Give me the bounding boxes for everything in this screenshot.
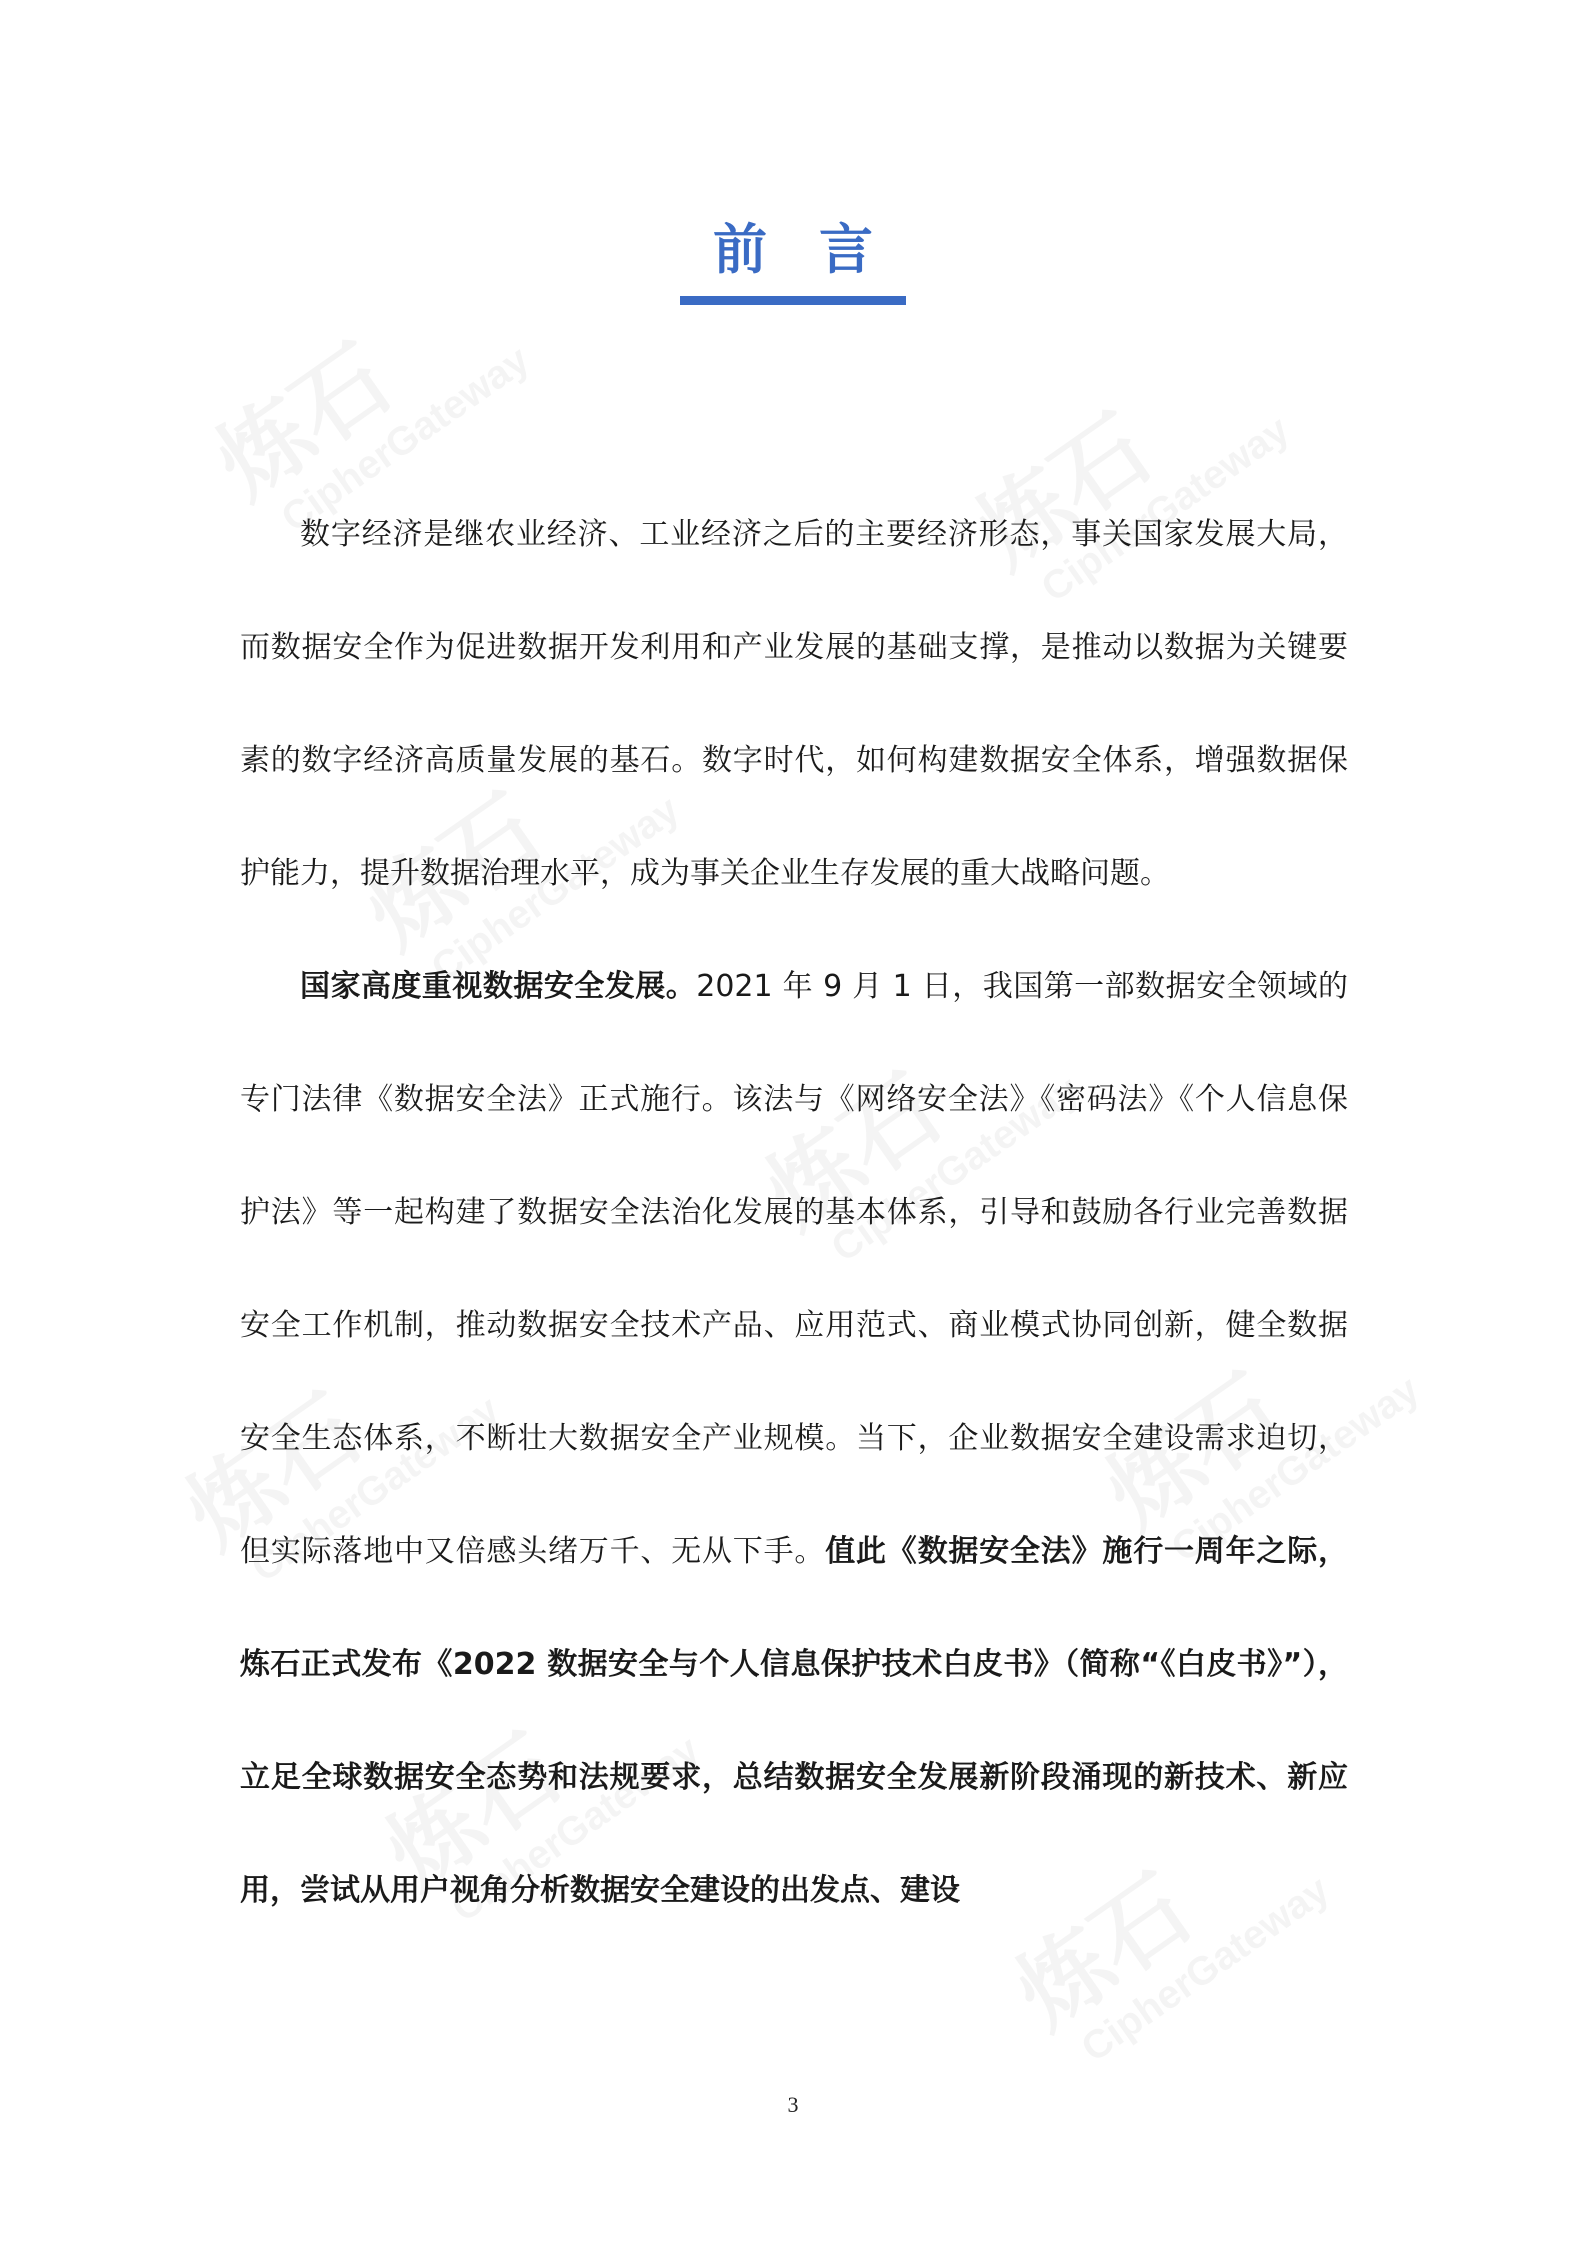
page-number: 3 (787, 2092, 799, 2117)
page-title: 前言 (713, 218, 925, 281)
paragraph-2-bold-tail: 值此《数据安全法》施行一周年之际，炼石正式发布《2022 数据安全与个人信息保护技术白皮书》（简称“《白皮书》”），立足全球数据安全态势和法规要求，总结数据安全发展新阶段涌现的新技术、新应用，尝试从用户视角分析数据安全建设的出发点、建设 (240, 1534, 1349, 1908)
document-body (240, 478, 1348, 1947)
paragraph-2-bold-lead: 国家高度重视数据安全发展。 (300, 969, 697, 1004)
paragraph-2-text: 2021 年 9 月 1 日，我国第一部数据安全领域的专门法律《数据安全法》正式施行。该法与《网络安全法》《密码法》《个人信息保护法》等一起构建了数据安全法治化发展的基本体系，引导和鼓励各行业完善数据安全工作机制，推动数据安全技术产品、应用范式、商业模式协同创新，健全数据安全生态体系，不断壮大数据安全产业规模。当下，企业数据安全建设需求迫切，但实际落地中又倍感头绪万千、无从下手。 (240, 969, 1349, 1569)
paragraph-2 (240, 930, 1348, 1947)
title-underline (680, 296, 906, 305)
paragraph-1: 数字经济是继农业经济、工业经济之后的主要经济形态，事关国家发展大局，而数据安全作为促进数据开发利用和产业发展的基础支撑，是推动以数据为关键要素的数字经济高质量发展的基石。数字时代，如何构建数据安全体系，增强数据保护能力，提升数据治理水平，成为事关企业生存发展的重大战略问题。 (240, 517, 1348, 891)
